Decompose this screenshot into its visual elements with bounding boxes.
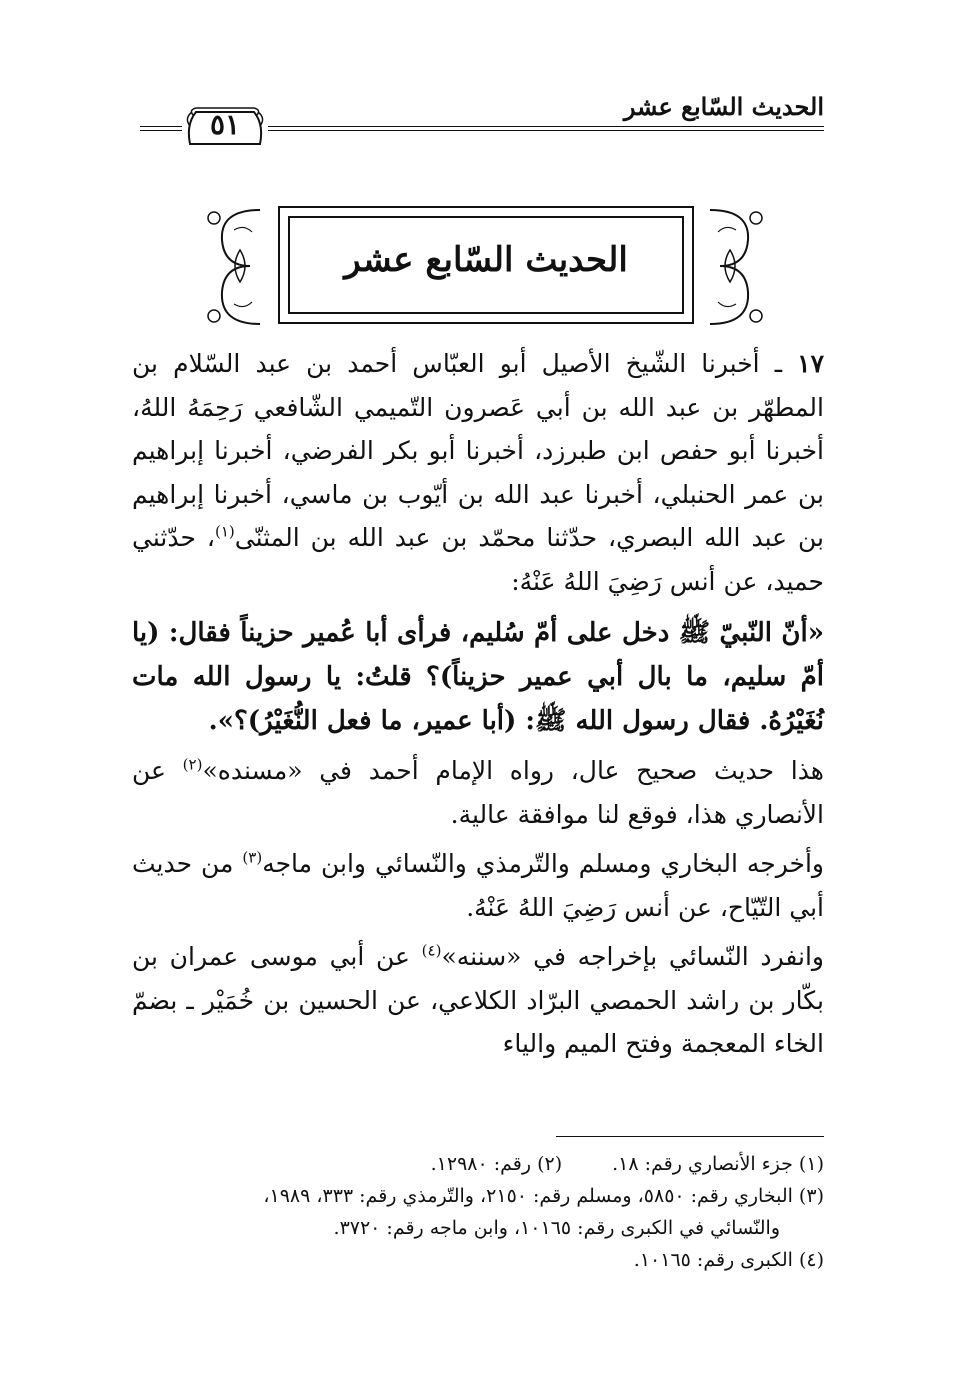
footnote-ref-1[interactable]: (١) — [214, 522, 235, 541]
paragraph-commentary-1 — [132, 749, 824, 836]
commentary-1-tail: عن الأنصاري هذا، فوقع لنا موافقة عالية. — [132, 756, 824, 829]
floral-ornament-left — [200, 200, 270, 334]
footnote-3-line-2: والنّسائي في الكبرى رقم: ١٠١٦٥، وابن ماجه رقم: ٣٧٢٠. — [333, 1217, 780, 1239]
isnad-paragraph — [132, 342, 824, 603]
floral-ornament-right — [700, 200, 770, 334]
page-number: ٥١ — [209, 108, 241, 141]
chapter-title: الحديث السّابع عشر — [344, 240, 628, 280]
footnote-4: (٤) الكبرى رقم: ١٠١٦٥. — [633, 1249, 824, 1271]
hadith-matn: «أنّ النّبيّ ﷺ دخل على أمّ سُليم، فرأى أبا عُمير حزيناً فقال: (يا أمّ سليم، ما بال أبي عمير حزيناً)؟ قلتُ: يا رسول الله مات نُغَيْرُهُ. فقال رسول الله ﷺ: (أبا عمير، ما فعل النُّغَيْرُ)؟». — [132, 618, 824, 736]
footnote-separator — [556, 1136, 824, 1137]
paragraph-commentary-2 — [132, 842, 824, 929]
commentary-3-text: وانفرد النّسائي بإخراجه في «سننه» — [441, 942, 824, 971]
running-title: الحديث السّابع عشر — [623, 92, 824, 121]
footnote-ref-4[interactable]: (٤) — [421, 941, 442, 960]
header-rule — [268, 126, 824, 131]
commentary-2-tail: من حديث أبي التّيّاح، عن أنس رَضِيَ اللهُ عَنْهُ. — [132, 849, 824, 922]
commentary-3-tail: عن أبي موسى عمران بن بكّار بن راشد الحمصي البرّاد الكلاعي، عن الحسين بن خُمَيْر ـ بضمّ الخاء المعجمة وفتح الميم والياء — [132, 942, 824, 1058]
hadith-number: ١٧ — [797, 349, 824, 378]
header-rule-short — [140, 126, 182, 131]
footnote-line-1 — [132, 1148, 824, 1180]
paragraph-commentary-3 — [132, 935, 824, 1066]
footnote-ref-2[interactable]: (٢) — [182, 755, 203, 774]
commentary-2-text: وأخرجه البخاري ومسلم والتّرمذي والنّسائي وابن ماجه — [262, 849, 824, 878]
footnote-2: (٢) رقم: ١٢٩٨٠. — [430, 1153, 563, 1175]
chapter-title-frame — [278, 206, 694, 324]
footnote-3-line-1: (٣) البخاري رقم: ٥٨٥٠، ومسلم رقم: ٢١٥٠، والتّرمذي رقم: ٣٣٣، ١٩٨٩، — [263, 1185, 824, 1207]
commentary-1-text: هذا حديث صحيح عال، رواه الإمام أحمد في «مسنده» — [202, 756, 824, 785]
body-text — [132, 342, 824, 1066]
footnote-ref-3[interactable]: (٣) — [242, 848, 263, 867]
isnad-tail: ، حدّثني حميد، عن أنس رَضِيَ اللهُ عَنْهُ: — [132, 523, 824, 596]
footnotes — [132, 1148, 824, 1276]
isnad-text: ـ أخبرنا الشّيخ الأصيل أبو العبّاس أحمد بن عبد السّلام بن المطهّر بن عبد الله بن أبي عَصرون التّميمي الشّافعي رَحِمَهُ اللهُ، أخبرنا أبو حفص ابن طبرزد، أخبرنا أبو بكر الفرضي، أخبرنا إبراهيم بن عمر الحنبلي، أخبرنا عبد الله بن أيّوب بن ماسي، أخبرنا إبراهيم بن عبد الله البصري، حدّثنا محمّد بن عبد الله بن المثنّى — [132, 349, 825, 552]
footnote-1: (١) جزء الأنصاري رقم: ١٨. — [612, 1153, 824, 1175]
